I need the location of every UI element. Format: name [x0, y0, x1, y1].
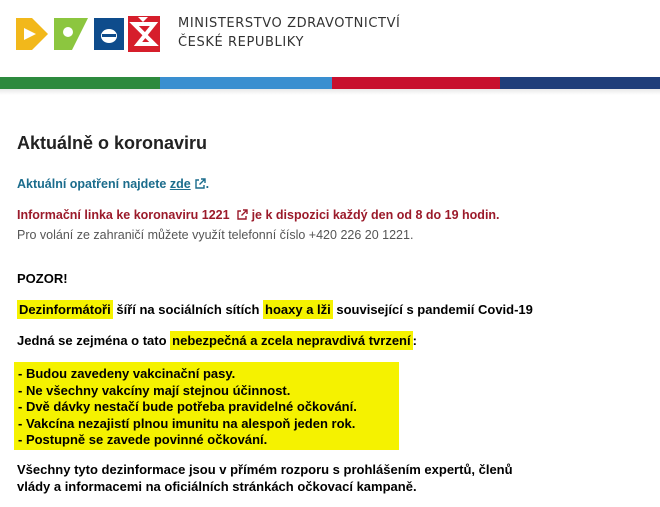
false-claims-list: [14, 362, 399, 450]
closing-line2: vlády a informacemi na oficiálních stránkách očkovací kampaně.: [17, 479, 417, 494]
stripe-red: [332, 77, 500, 89]
measures-text: Aktuální opatření najdete: [17, 177, 167, 191]
highlight-hoaxes: hoaxy a lži: [265, 302, 331, 317]
ministry-name: [178, 14, 401, 52]
list-item: - Ne všechny vakcíny mají stejnou účinnost.: [18, 382, 291, 398]
abroad-phone-text: Pro volání ze zahraničí můžete využít telefonní číslo +420 226 20 1221.: [17, 228, 414, 242]
stripe-green: [0, 77, 160, 89]
list-item: - Dvě dávky nestačí bude potřeba pravidelné očkování.: [18, 399, 357, 414]
header-shadow: [0, 89, 660, 95]
page-title: Aktuálně o koronaviru: [17, 133, 208, 153]
color-stripe: [0, 77, 660, 89]
list-item: - Vakcína nezajistí plnou imunitu na alespoň jeden rok.: [18, 415, 356, 431]
closing-line1: Všechny tyto dezinformace jsou v přímém rozporu s prohlášením expertů, členů: [17, 462, 513, 477]
list-item: - Postupně se zavede povinné očkování.: [18, 432, 268, 447]
external-link-icon[interactable]: [194, 178, 206, 190]
warning-heading: POZOR!: [17, 271, 68, 286]
measures-link[interactable]: zde: [169, 177, 191, 191]
ministry-name-line1: MINISTERSTVO ZDRAVOTNICTVÍ: [178, 16, 401, 31]
highlight-false-claims: nebezpečná a zcela nepravdivá tvrzení: [172, 333, 411, 348]
warning-line1-text-b: související s pandemií Covid-19: [332, 302, 533, 317]
warning-line2-text-a: Jedná se zejména o tato: [17, 333, 171, 348]
measures-period: .: [205, 177, 210, 191]
warning-line1: [17, 302, 533, 317]
hotline-line: [17, 208, 500, 222]
stripe-navy: [500, 77, 660, 89]
measures-line: [17, 177, 209, 191]
warning-line2: [17, 333, 417, 348]
list-item: - Budou zavedeny vakcinační pasy.: [18, 366, 236, 381]
external-link-icon[interactable]: [236, 209, 248, 221]
hotline-hours: je k dispozici každý den od 8 do 19 hodin.: [251, 208, 500, 222]
ministry-logo[interactable]: [14, 14, 162, 54]
highlight-disinformers: Dezinformátoři: [19, 302, 111, 317]
site-header: [0, 0, 660, 78]
closing-statement: [17, 461, 513, 495]
warning-line2-text-b: :: [412, 333, 417, 348]
stripe-blue: [160, 77, 332, 89]
hotline-link[interactable]: Informační linka ke koronaviru 1221: [17, 208, 230, 222]
ministry-name-line2: ČESKÉ REPUBLIKY: [178, 35, 305, 50]
warning-line1-text-a: šíří na sociálních sítích: [112, 302, 264, 317]
